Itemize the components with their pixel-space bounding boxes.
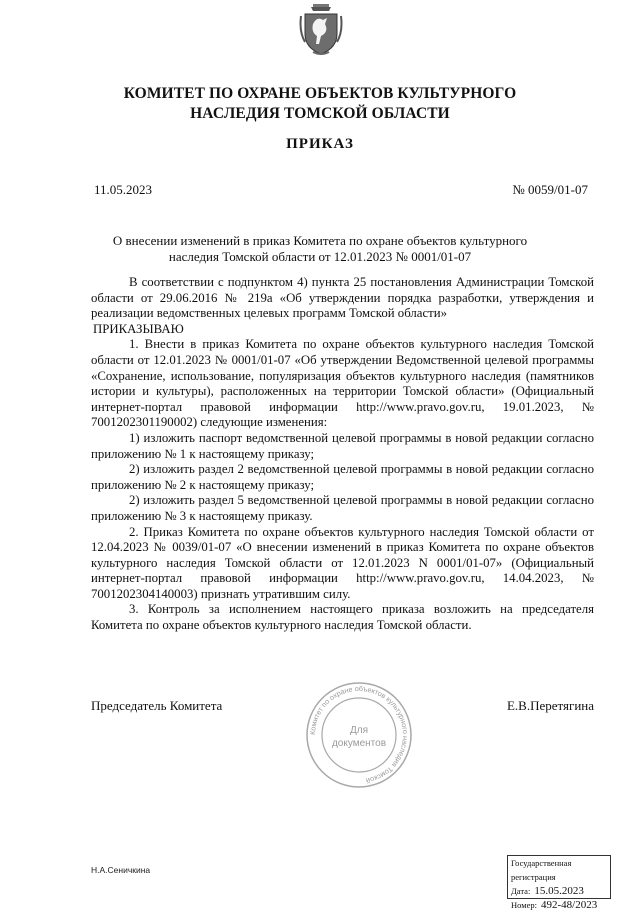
organization-line-2: НАСЛЕДИЯ ТОМСКОЙ ОБЛАСТИ xyxy=(190,105,450,122)
registration-number: 492-48/2023 xyxy=(541,899,598,911)
document-type: ПРИКАЗ xyxy=(286,136,354,152)
preamble-paragraph: В соответствии с подпунктом 4) пункта 25 постановления Администрации Томской области от 29.06.2016 № 219а «Об утверждении порядка разработки, утверждения и реализации ведомственных целевых программ Томской области» xyxy=(91,275,594,321)
registration-date: 15.05.2023 xyxy=(534,885,584,897)
item-3-paragraph: 3. Контроль за исполнением настоящего приказа возложить на председателя Комитета по охране объектов культурного наследия Томской области. xyxy=(91,602,594,633)
stamp-center-line-1: Для xyxy=(349,725,369,736)
order-body xyxy=(91,275,594,634)
item-1-1-paragraph: 1) изложить паспорт ведомственной целевой программы в новой редакции согласно приложению № 1 к настоящему приказу; xyxy=(91,430,594,461)
registration-title: Государственная регистрация xyxy=(511,858,572,882)
registration-box xyxy=(507,855,611,911)
signatory-role: Председатель Комитета xyxy=(91,698,223,713)
command-word: ПРИКАЗЫВАЮ xyxy=(93,321,184,336)
registration-date-label: Дата: xyxy=(511,886,531,896)
order-date: 11.05.2023 xyxy=(94,182,153,197)
item-1-3-paragraph: 2) изложить раздел 5 ведомственной целевой программы в новой редакции согласно приложению № 3 к настоящему приказу. xyxy=(91,493,594,523)
executor-name: Н.А.Сеничкина xyxy=(91,865,151,875)
organization-name xyxy=(60,84,580,124)
order-number: № 0059/01-07 xyxy=(512,182,588,197)
registration-number-label: Номер: xyxy=(511,900,537,910)
coat-of-arms-emblem xyxy=(299,2,343,56)
item-2-paragraph: 2. Приказ Комитета по охране объектов культурного наследия Томской области от 12.04.2023 № 0039/01-07 «О внесении изменений в приказ Комитета по охране объектов культурного наследия Томской области от 12.01.2023 N 0001/01-07» (Официальный интернет-портал правовой информации http://www.pravo.gov.ru, 14.04.2023, № 7001202304140003) признать утратившим силу. xyxy=(91,524,594,601)
item-1-2-paragraph: 2) изложить раздел 2 ведомственной целевой программы в новой редакции согласно приложению № 2 к настоящему приказу; xyxy=(91,462,594,492)
signatory-name: Е.В.Перетягина xyxy=(506,698,594,713)
stamp-center-line-2: документов xyxy=(331,738,387,749)
order-subject: О внесении изменений в приказ Комитета по охране объектов культурного наследия Томской области от 12.01.2023 № 0001/01-07 xyxy=(112,233,528,264)
item-1-paragraph: 1. Внести в приказ Комитета по охране объектов культурного наследия Томской области от 12.01.2023 № 0001/01-07 «Об утверждении Ведомственной целевой программы «Сохранение, использование, популяризация объектов культурного наследия (памятников истории и культуры), расположенных на территории Томской области» (Официальный интернет-портал правовой информации http://www.pravo.gov.ru, 19.01.2023, № 7001202301190002) следующие изменения: xyxy=(91,337,594,430)
round-stamp xyxy=(304,671,414,799)
stamp-ring-text: Комитет по охране объектов культурного наследия Томской xyxy=(307,683,411,786)
registration-date-row xyxy=(511,884,607,898)
registration-number-row xyxy=(511,898,607,912)
organization-line-1: КОМИТЕТ ПО ОХРАНЕ ОБЪЕКТОВ КУЛЬТУРНОГО xyxy=(123,85,517,102)
